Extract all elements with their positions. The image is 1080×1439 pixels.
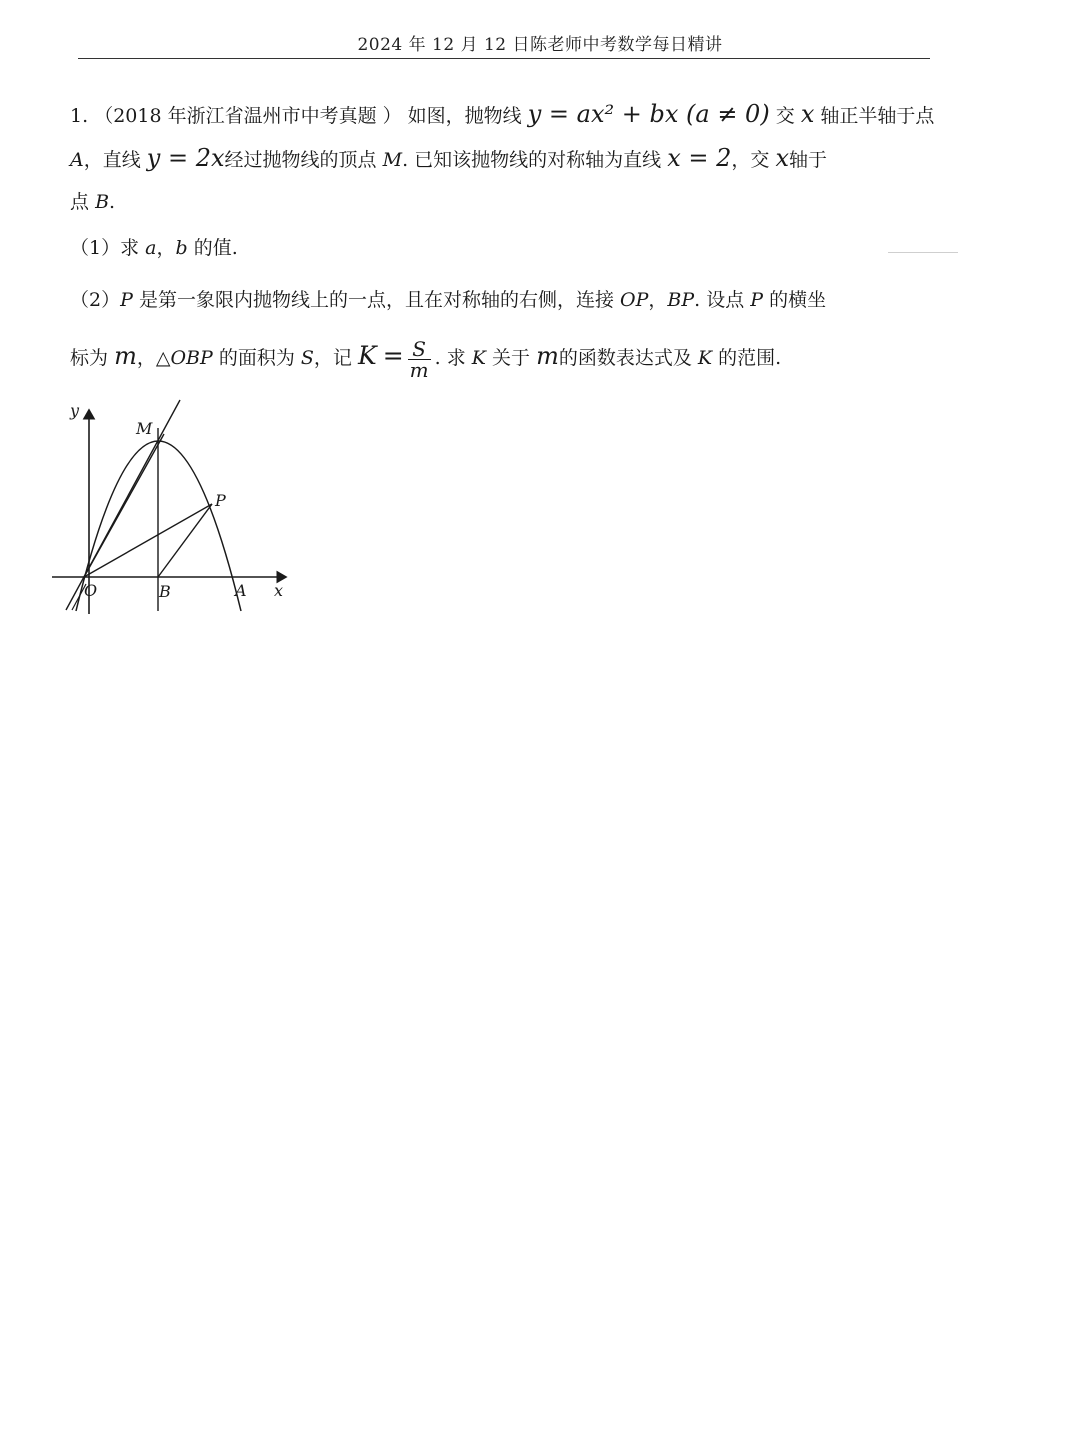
fraction-denominator: m — [409, 357, 429, 382]
problem-line-2 — [70, 146, 827, 172]
text-segment: 的范围. — [718, 347, 782, 369]
page-header: 2024 年 12 月 12 日陈老师中考数学每日精讲 — [357, 35, 723, 55]
text-segment: 的值. — [193, 237, 238, 259]
equals-sign: = — [382, 341, 404, 370]
point-m: M — [382, 149, 403, 171]
text-segment: 经过抛物线的顶点 — [224, 149, 377, 171]
text-segment: ， — [648, 289, 668, 311]
text-segment: . 求 — [434, 347, 466, 369]
text-segment: . 已知该抛物线的对称轴为直线 — [402, 149, 662, 171]
question-part-2-line-1 — [70, 288, 826, 312]
variable-x: x — [800, 100, 815, 128]
fraction-s-over-m — [408, 336, 431, 382]
variable-b: b — [175, 237, 188, 259]
segment-bp: BP — [667, 289, 695, 311]
label-o: O — [84, 581, 98, 600]
text-segment: . — [109, 191, 116, 213]
text-segment: ，交 — [731, 149, 770, 171]
text-segment: 是第一象限内抛物线上的一点，且在对称轴的右侧，连接 — [138, 289, 614, 311]
label-y: y — [70, 401, 80, 420]
part-1-label: （1）求 — [70, 237, 140, 259]
segment-om — [84, 434, 164, 577]
faint-scan-mark — [888, 252, 958, 253]
label-p: P — [215, 491, 226, 510]
line-y-2x — [66, 400, 180, 610]
text-segment: 交 — [775, 105, 795, 127]
text-segment: 如图，抛物线 — [407, 105, 522, 127]
point-p: P — [750, 289, 764, 311]
text-segment: 的横坐 — [769, 289, 827, 311]
segment-op: OP — [620, 289, 649, 311]
parabola-figure — [48, 396, 298, 618]
part-2-label: （2） — [70, 289, 121, 311]
variable-k: K — [471, 347, 486, 369]
problem-number: 1. — [70, 105, 89, 127]
question-part-2-line-2 — [70, 334, 781, 380]
axis-equation: x = 2 — [667, 144, 732, 172]
variable-k: K — [697, 347, 713, 369]
variable-k: K — [357, 341, 377, 370]
text-segment: ，直线 — [83, 149, 141, 171]
fraction-numerator: S — [408, 339, 431, 360]
variable-m: m — [114, 342, 137, 370]
text-segment: . 设点 — [694, 289, 745, 311]
problem-source: （2018 年浙江省温州市中考真题 ） — [94, 105, 402, 127]
variable-a: a — [145, 237, 157, 259]
point-b: B — [95, 191, 110, 213]
variable-s: S — [300, 347, 314, 369]
point-a: A — [70, 149, 84, 171]
text-segment: ，记 — [313, 347, 352, 369]
problem-line-3 — [70, 190, 115, 214]
text-segment: 轴正半轴于点 — [820, 105, 935, 127]
text-segment: 轴于 — [788, 149, 827, 171]
header-rule — [78, 58, 930, 59]
label-x: x — [274, 581, 284, 600]
label-b: B — [159, 582, 171, 601]
label-a: A — [235, 581, 247, 600]
label-m: M — [136, 419, 153, 438]
text-segment: 关于 — [492, 347, 531, 369]
triangle-obp: OBP — [170, 347, 213, 369]
segment-bp — [158, 504, 212, 577]
text-segment: 的面积为 — [218, 347, 295, 369]
text-segment: 标为 — [70, 347, 109, 369]
point-p: P — [120, 289, 133, 311]
text-segment: 的函数表达式及 — [558, 347, 692, 369]
problem-line-1 — [70, 102, 934, 128]
variable-x: x — [775, 144, 789, 172]
parabola-equation: y = ax² + bx (a ≠ 0) — [527, 100, 770, 128]
question-part-1 — [70, 236, 238, 260]
line-equation: y = 2x — [146, 144, 225, 172]
text-segment: ，△ — [136, 347, 171, 369]
text-segment: 点 — [70, 191, 90, 213]
variable-m: m — [536, 342, 559, 370]
text-segment: ， — [156, 237, 176, 259]
